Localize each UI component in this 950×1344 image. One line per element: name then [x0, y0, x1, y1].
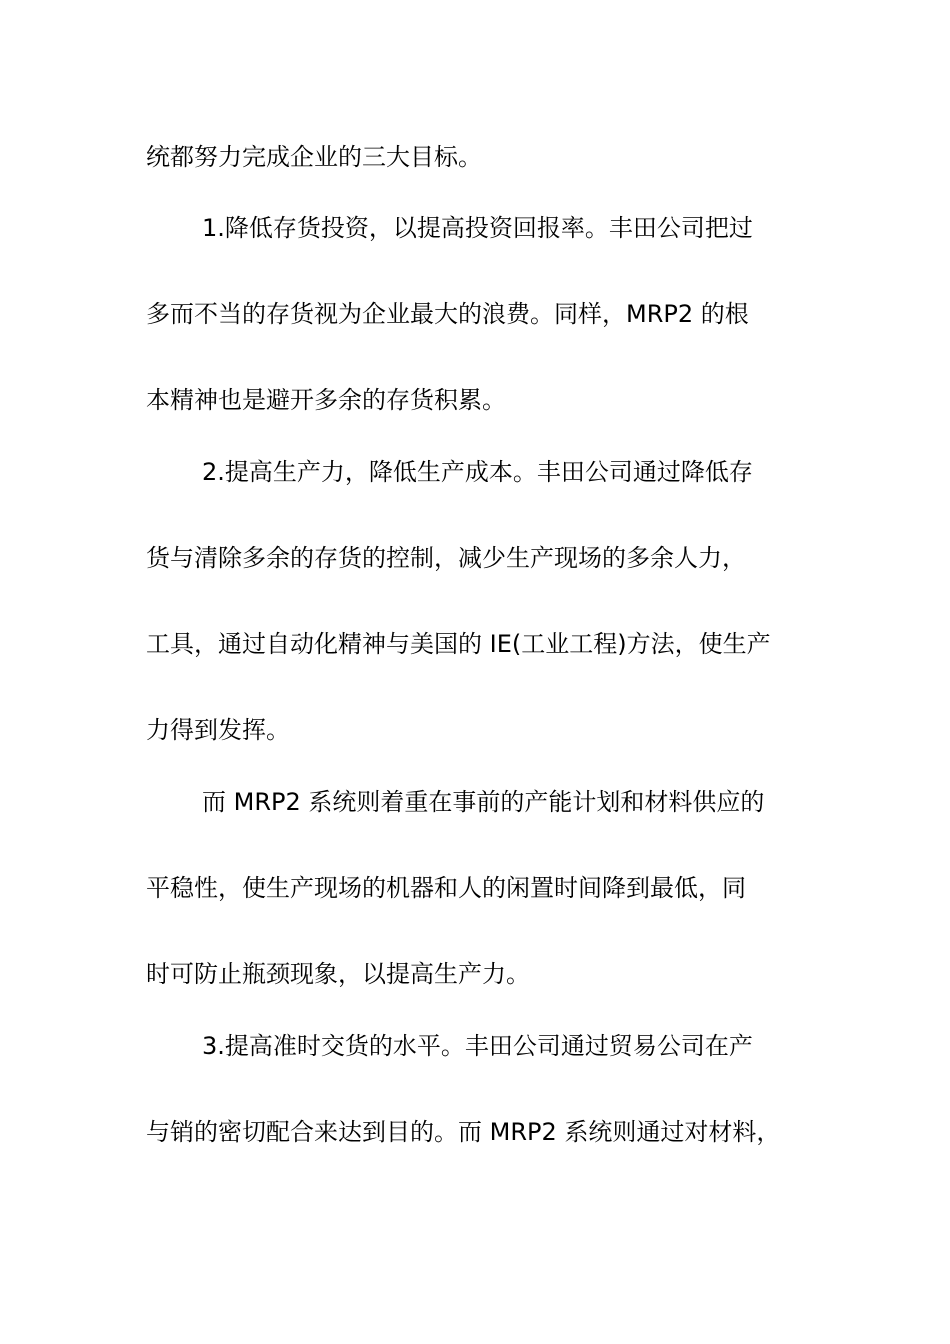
text-line-9: 而 MRP2 系统则着重在事前的产能计划和材料供应的: [202, 788, 765, 816]
text-line-12: 3.提高准时交货的水平。丰田公司通过贸易公司在产: [202, 1032, 753, 1060]
text-line-8: 力得到发挥。: [146, 716, 290, 744]
text-line-11: 时可防止瓶颈现象，以提高生产力。: [146, 960, 530, 988]
text-line-4: 本精神也是避开多余的存货积累。: [146, 386, 506, 414]
text-line-13: 与销的密切配合来达到目的。而 MRP2 系统则通过对材料，: [146, 1118, 781, 1146]
text-line-6: 货与清除多余的存货的控制，减少生产现场的多余人力，: [146, 544, 746, 572]
text-line-10: 平稳性，使生产现场的机器和人的闲置时间降到最低，同: [146, 874, 746, 902]
text-line-3: 多而不当的存货视为企业最大的浪费。同样，MRP2 的根: [146, 300, 749, 328]
text-line-5: 2.提高生产力，降低生产成本。丰田公司通过降低存: [202, 458, 753, 486]
text-line-2: 1.降低存货投资，以提高投资回报率。丰田公司把过: [202, 214, 753, 242]
text-line-1: 统都努力完成企业的三大目标。: [146, 143, 482, 171]
text-line-7: 工具，通过自动化精神与美国的 IE(工业工程)方法，使生产: [146, 630, 771, 658]
